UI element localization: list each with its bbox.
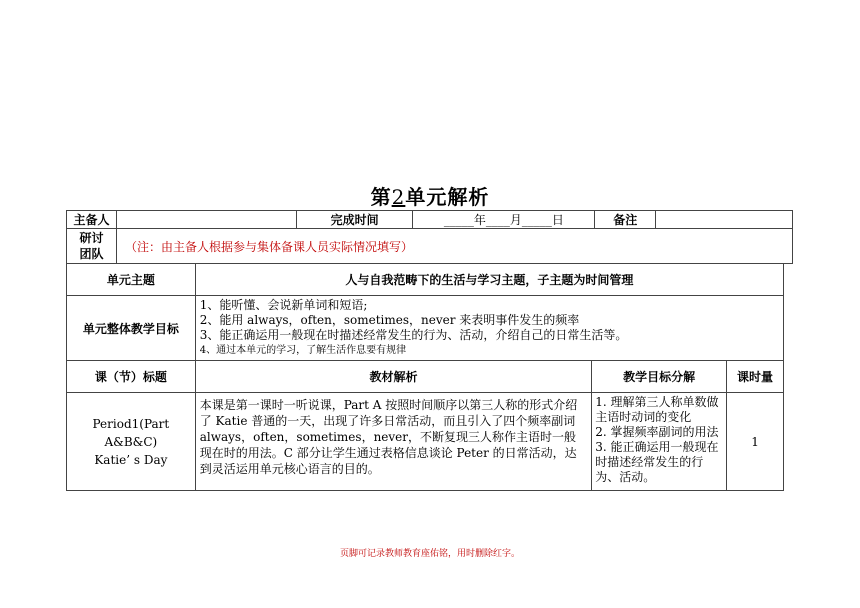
- lesson-hours: 1: [727, 393, 784, 491]
- preparer-field[interactable]: [116, 211, 296, 229]
- unit-number: 2: [391, 185, 406, 209]
- goal-item: 1、能听懂、会说新单词和短语;: [199, 298, 368, 312]
- theme-value: 人与自我范畴下的生活与学习主题，子主题为时间管理: [195, 264, 783, 296]
- team-label-line1: 研讨: [79, 231, 104, 245]
- objective-item: 3. 能正确运用一般现在时描述经常发生的行为、活动。: [595, 440, 719, 484]
- goal-item: 2、能用 always，often，sometimes，never 来表明事件发生的频率: [199, 313, 580, 327]
- objective-item: 1. 理解第三人称单数做主语时动词的变化: [595, 395, 719, 424]
- page-footer: 页脚可记录教师教育座佑铭，用时删除红字。: [339, 549, 520, 559]
- col-lesson: 课（节）标题: [67, 361, 196, 393]
- objective-item: 2. 掌握频率副词的用法: [595, 425, 719, 439]
- goals-list: [195, 296, 783, 361]
- theme-label: 单元主题: [67, 264, 196, 296]
- col-analysis: 教材解析: [195, 361, 591, 393]
- unit-table: [66, 263, 784, 491]
- team-note: （注：由主备人根据参与集体备课人员实际情况填写）: [116, 229, 792, 264]
- page-title: [0, 181, 860, 210]
- goal-item: 3、能正确运用一般现在时描述经常发生的行为、活动，介绍自己的日常生活等。: [199, 328, 628, 342]
- title-suffix: 单元解析: [405, 185, 490, 209]
- remark-label: 备注: [595, 211, 656, 229]
- lesson-title: [67, 393, 196, 491]
- remark-field[interactable]: [656, 211, 793, 229]
- team-label-line2: 团队: [79, 247, 104, 261]
- lesson-title-line1: Period1(Part A&B&C): [92, 416, 170, 449]
- preparer-label: 主备人: [67, 211, 117, 229]
- goals-label: 单元整体教学目标: [67, 296, 196, 361]
- goal-item: 4、通过本单元的学习，了解生活作息要有规律: [199, 345, 407, 356]
- col-hours: 课时量: [727, 361, 784, 393]
- lesson-analysis: 本课是第一课时一听说课，Part A 按照时间顺序以第三人称的形式介绍了 Katie 普通的一天，出现了许多日常活动，而且引入了四个频率副词 always，often，sometimes，never，不断复现三人称作主语时一般现在时的用法。C 部分让学生通过表格信息谈论 Peter 的日常活动，达到灵活运用单元核心语言的目的。: [195, 393, 591, 491]
- lesson-title-line2: Katie’ s Day: [94, 452, 168, 467]
- completion-label: 完成时间: [296, 211, 413, 229]
- table-row: [67, 393, 784, 491]
- date-field[interactable]: _____年____月_____日: [413, 211, 595, 229]
- header-table: [66, 210, 793, 264]
- col-objectives: 教学目标分解: [592, 361, 727, 393]
- lesson-objectives: [592, 393, 727, 491]
- team-label: [67, 229, 117, 264]
- title-prefix: 第: [370, 185, 392, 209]
